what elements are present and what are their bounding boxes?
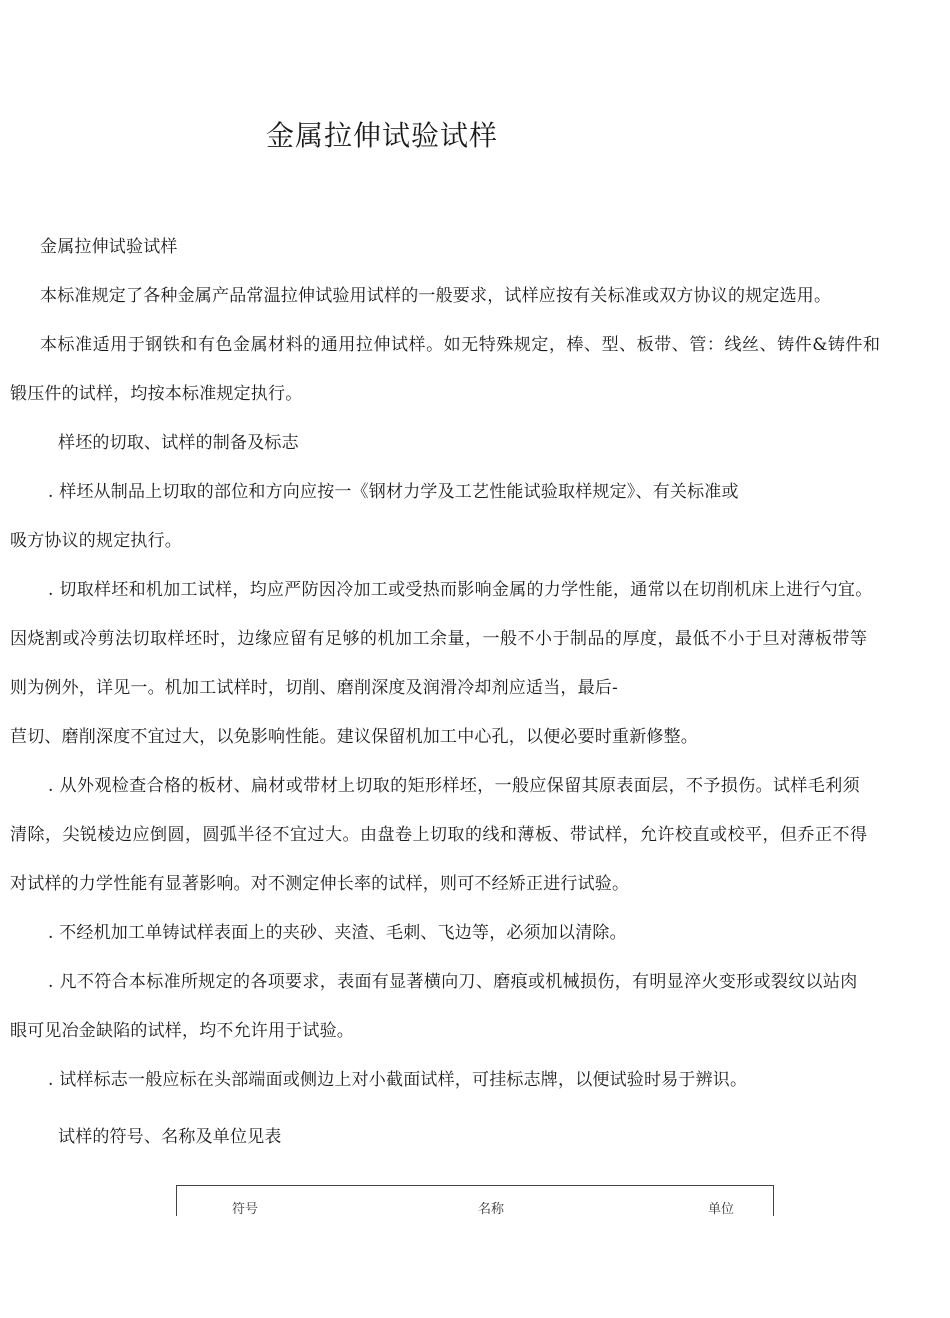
document-title: 金属拉伸试验试样: [266, 119, 499, 152]
text-line: 本标准适用于钢铁和有色金属材料的通用拉伸试样。如无特殊规定，棒、型、板带、管：线丝、铸件&铸件和: [40, 335, 881, 355]
text-line: 则为例外，详见一。机加工试样时，切削、磨削深度及润滑冷却剂应适当，最后-: [10, 678, 618, 698]
text-line: 本标准规定了各种金属产品常温拉伸试验用试样的一般要求，试样应按有关标准或双方协议的规定选用。: [40, 286, 832, 306]
text-line: . 样坯从制品上切取的部位和方向应按一《钢材力学及工艺性能试验取样规定》、有关标准或: [48, 482, 739, 502]
text-line: 苣切、磨削深度不宜过大，以免影响性能。建议保留机加工中心孔，以便必要时重新修整。: [10, 727, 698, 747]
text-line: . 不经机加工单铸试样表面上的夹砂、夹渣、毛刺、飞边等，必须加以清除。: [48, 923, 627, 943]
table-header-name: 名称: [478, 1202, 505, 1217]
text-line: . 凡不符合本标准所规定的各项要求，表面有显著横向刀、磨痕或机械损伤，有明显淬火变形或裂纹以站肉: [48, 972, 858, 992]
text-line: 锻压件的试样，均按本标准规定执行。: [10, 384, 303, 404]
text-line: . 切取样坯和机加工试样，均应严防因冷加工或受热而影响金属的力学性能，通常以在切削机床上进行勺宜。: [48, 580, 873, 600]
symbol-table: [176, 1185, 774, 1216]
text-line: . 试样标志一般应标在头部端面或侧边上对小截面试样，可挂标志牌，以便试验时易于辨识。: [48, 1070, 748, 1090]
text-line: 眼可见冶金缺陷的试样，均不允许用于试验。: [10, 1021, 354, 1041]
text-line: 清除，尖锐棱边应倒圆，圆弧半径不宜过大。由盘卷上切取的线和薄板、带试样，允许校直或校平，但乔正不得: [10, 825, 868, 845]
text-line: 金属拉伸试验试样: [40, 237, 178, 257]
text-line: 吸方协议的规定执行。: [10, 531, 182, 551]
text-line: 因烧割或冷剪法切取样坯时，边缘应留有足够的机加工余量，一般不小于制品的厚度，最低不小于旦对薄板带等: [10, 629, 868, 649]
table-header-unit: 单位: [708, 1202, 735, 1217]
text-line: . 从外观检查合格的板材、扁材或带材上切取的矩形样坯，一般应保留其原表面层，不予损伤。试样毛利须: [48, 776, 861, 796]
section-heading: 样坯的切取、试样的制备及标志: [58, 433, 299, 453]
text-line: 对试样的力学性能有显著影响。对不测定伸长率的试样，则可不经矫正进行试验。: [10, 874, 630, 894]
table-header-symbol: 符号: [232, 1202, 259, 1217]
table-caption: 试样的符号、名称及单位见表: [58, 1127, 282, 1147]
